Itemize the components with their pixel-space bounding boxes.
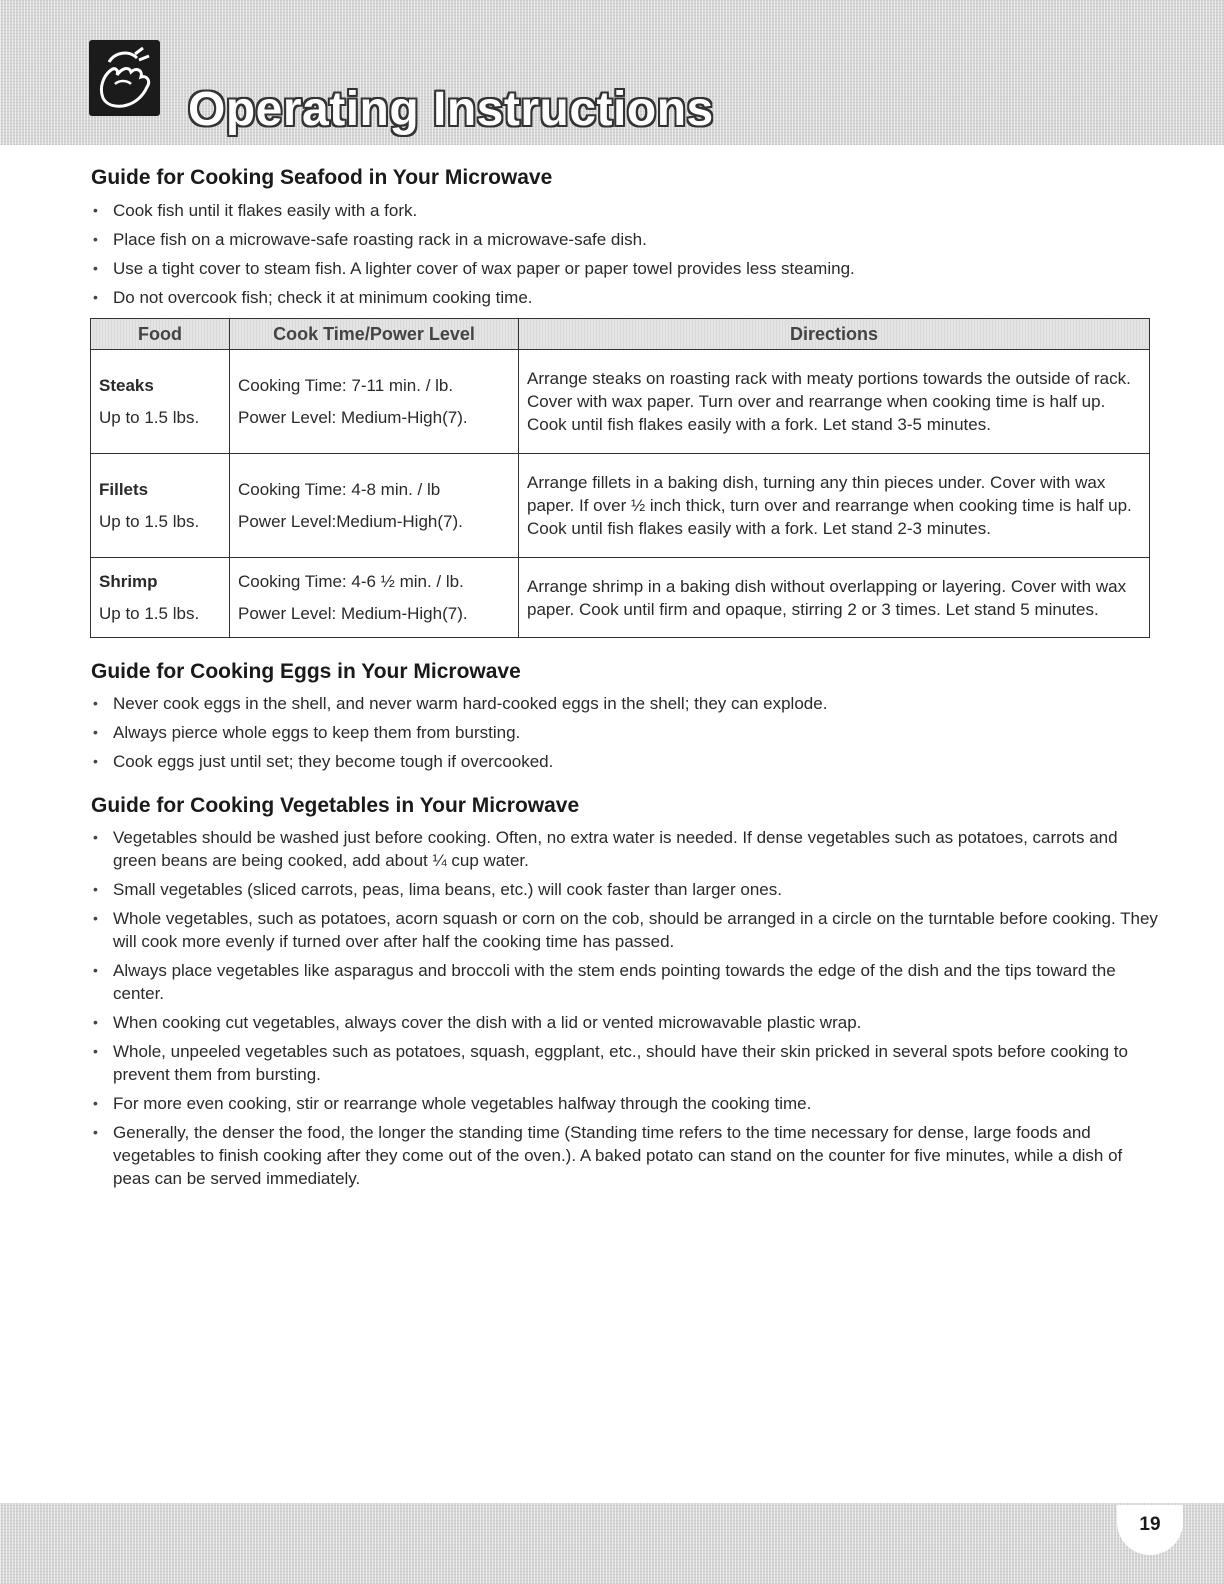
column-header-food: Food bbox=[91, 319, 230, 350]
directions-cell: Arrange steaks on roasting rack with meaty portions towards the outside of rack. Cover with wax paper. Turn over and rearrange when cooking time is half up. Cook until fish flakes easily with a fork. Let stand 3-5 minutes. bbox=[519, 350, 1150, 454]
eggs-section-title: Guide for Cooking Eggs in Your Microwave bbox=[91, 660, 521, 683]
list-item: • Never cook eggs in the shell, and never warm hard-cooked eggs in the shell; they can explode. bbox=[91, 692, 1161, 715]
list-item: • Always pierce whole eggs to keep them from bursting. bbox=[91, 721, 1161, 744]
table-row bbox=[91, 558, 1150, 638]
food-amount: Up to 1.5 lbs. bbox=[99, 603, 200, 623]
list-item: • Small vegetables (sliced carrots, peas, lima beans, etc.) will cook faster than larger ones. bbox=[91, 878, 1161, 901]
list-item: • Generally, the denser the food, the longer the standing time (Standing time refers to the time necessary for dense, large foods and vegetables to finish cooking after they come out of the oven.). A baked potato can stand on the counter for five minutes, while a dish of peas can be served immediately. bbox=[91, 1121, 1161, 1190]
list-item: • Use a tight cover to steam fish. A lighter cover of wax paper or paper towel provides less steaming. bbox=[91, 257, 1161, 280]
seafood-bullet-list bbox=[91, 199, 1161, 315]
list-item: • Cook eggs just until set; they become tough if overcooked. bbox=[91, 750, 1161, 773]
time-cell bbox=[230, 350, 519, 454]
time-cell bbox=[230, 558, 519, 638]
power-level: Power Level:Medium-High(7). bbox=[238, 511, 463, 531]
column-header-cook-time: Cook Time/Power Level bbox=[230, 319, 519, 350]
footer-band bbox=[0, 1503, 1224, 1584]
list-item: • Always place vegetables like asparagus and broccoli with the stem ends pointing towards the edge of the dish and the tips toward the center. bbox=[91, 959, 1161, 1005]
cooking-time: Cooking Time: 4-8 min. / lb bbox=[238, 479, 441, 499]
page-title: Operating Instructions bbox=[188, 83, 714, 137]
food-cell bbox=[91, 454, 230, 558]
power-level: Power Level: Medium-High(7). bbox=[238, 603, 468, 623]
vegetables-bullet-list bbox=[91, 826, 1161, 1196]
list-item: • Vegetables should be washed just before cooking. Often, no extra water is needed. If dense vegetables such as potatoes, carrots and green beans are being cooked, add about ¼ cup water. bbox=[91, 826, 1161, 872]
directions-cell: Arrange shrimp in a baking dish without overlapping or layering. Cover with wax paper. Cook until firm and opaque, stirring 2 or 3 times. Let stand 5 minutes. bbox=[519, 558, 1150, 638]
list-item: • Do not overcook fish; check it at minimum cooking time. bbox=[91, 286, 1161, 309]
food-amount: Up to 1.5 lbs. bbox=[99, 511, 200, 531]
table-header-row bbox=[91, 319, 1150, 350]
eggs-bullet-list bbox=[91, 692, 1161, 779]
table-row bbox=[91, 454, 1150, 558]
column-header-directions: Directions bbox=[519, 319, 1150, 350]
vegetables-section-title: Guide for Cooking Vegetables in Your Microwave bbox=[91, 794, 580, 817]
food-amount: Up to 1.5 lbs. bbox=[99, 407, 200, 427]
food-cell bbox=[91, 558, 230, 638]
list-item: • Whole vegetables, such as potatoes, acorn squash or corn on the cob, should be arranged in a circle on the turntable before cooking. They will cook more evenly if turned over after half the cooking time has passed. bbox=[91, 907, 1161, 953]
seafood-section-title: Guide for Cooking Seafood in Your Microwave bbox=[91, 166, 553, 189]
list-item: • Cook fish until it flakes easily with a fork. bbox=[91, 199, 1161, 222]
cooking-time: Cooking Time: 4-6 ½ min. / lb. bbox=[238, 571, 464, 591]
cooking-time: Cooking Time: 7-11 min. / lb. bbox=[238, 375, 454, 395]
list-item: • Whole, unpeeled vegetables such as potatoes, squash, eggplant, etc., should have their skin pricked in several spots before cooking to prevent them from bursting. bbox=[91, 1040, 1161, 1086]
power-level: Power Level: Medium-High(7). bbox=[238, 407, 468, 427]
food-name: Steaks bbox=[99, 375, 154, 395]
food-cell bbox=[91, 350, 230, 454]
list-item: • When cooking cut vegetables, always cover the dish with a lid or vented microwavable plastic wrap. bbox=[91, 1011, 1161, 1034]
table-row bbox=[91, 350, 1150, 454]
food-name: Shrimp bbox=[99, 571, 158, 591]
list-item: • For more even cooking, stir or rearrange whole vegetables halfway through the cooking time. bbox=[91, 1092, 1161, 1115]
food-name: Fillets bbox=[99, 479, 149, 499]
seafood-table bbox=[90, 318, 1150, 638]
list-item: • Place fish on a microwave-safe roasting rack in a microwave-safe dish. bbox=[91, 228, 1161, 251]
time-cell bbox=[230, 454, 519, 558]
page-number: 19 bbox=[1117, 1505, 1183, 1555]
cooking-hands-icon bbox=[89, 40, 160, 116]
directions-cell: Arrange fillets in a baking dish, turning any thin pieces under. Cover with wax paper. If over ½ inch thick, turn over and rearrange when cooking time is half up. Cook until fish flakes easily with a fork. Let stand 2-3 minutes. bbox=[519, 454, 1150, 558]
